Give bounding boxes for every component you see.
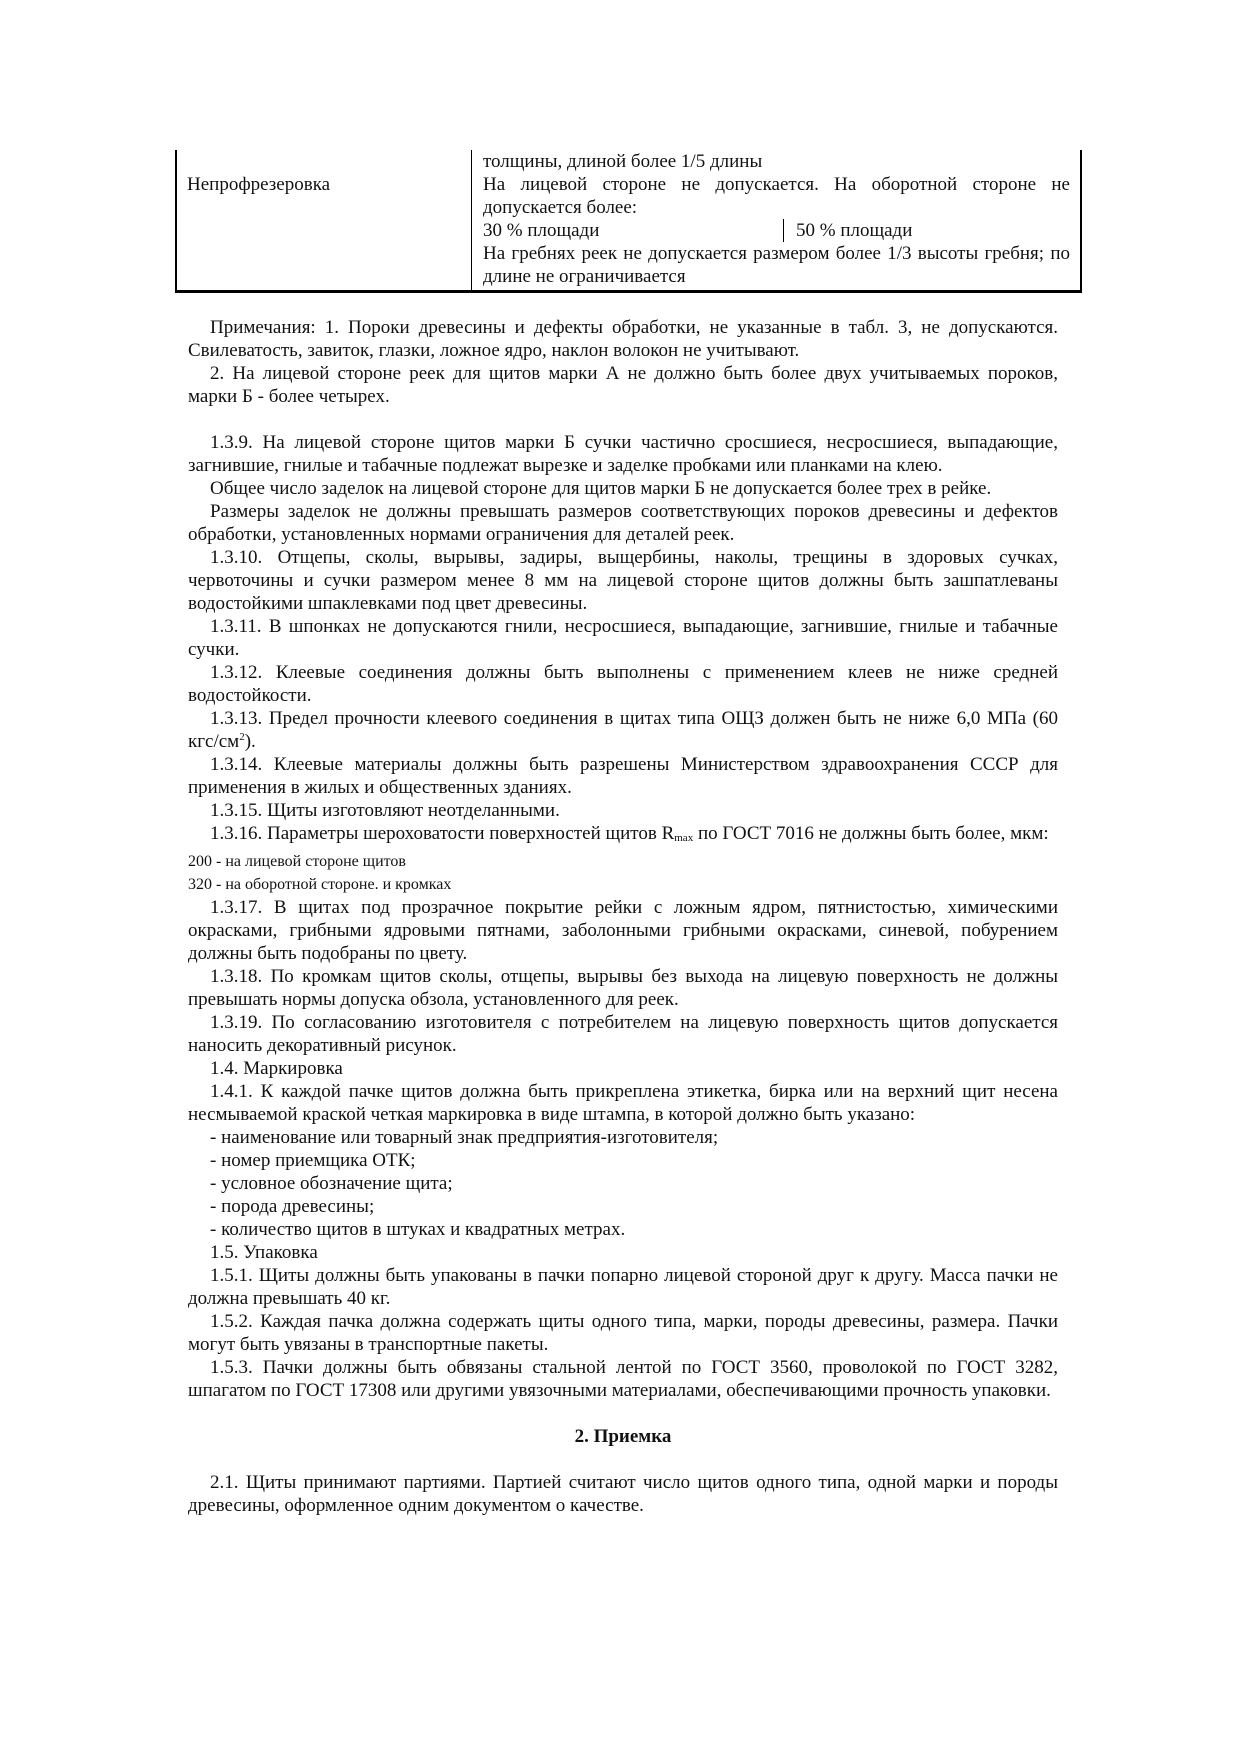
subscript: max [674, 832, 694, 844]
paragraph: 1.3.9. На лицевой стороне щитов марки Б сучки частично сросшиеся, несросшиеся, выпадающие, загнившие, гнилые и табачные подлежат вырезке и заделке пробками или планками на клею. [188, 432, 1058, 476]
grade-a-value: 30 % площади [483, 219, 784, 242]
row-label: Непрофрезеровка [187, 174, 331, 195]
paragraph: 1.3.19. По согласованию изготовителя с потребителем на лицевую поверхность щитов допускается наносить декоративный рисунок. [188, 1012, 1058, 1056]
grade-split [483, 219, 1070, 242]
paragraph: 2.1. Щиты принимают партиями. Партией считают число щитов одного типа, одной марки и породы древесины, оформленное одним документом о качестве. [188, 1472, 1058, 1516]
list-item: - количество щитов в штуках и квадратных метрах. [210, 1219, 626, 1240]
list-line: 320 - на оборотной стороне. и кромках [188, 876, 452, 893]
paragraph: 1.3.15. Щиты изготовляют неотделанными. [210, 800, 560, 821]
paragraph: 1.3.12. Клеевые соединения должны быть выполнены с применением клеев не ниже средней водостойкости. [188, 662, 1058, 706]
paragraph: 1.3.10. Отщепы, сколы, вырывы, задиры, выщербины, наколы, трещины в здоровых сучках, червоточины и сучки размером менее 8 мм на лицевой стороне щитов должны быть зашпатлеваны водостойкими шпаклевками под цвет древесины. [188, 547, 1058, 614]
paragraph: Размеры заделок не должны превышать размеров соответствующих пороков древесины и дефектов обработки, установленных нормами ограничения для деталей реек. [188, 501, 1058, 545]
table-line: На гребнях реек не допускается размером более 1/3 высоты гребня; по длине не ограничивается [483, 243, 1070, 287]
paragraph: 1.5.1. Щиты должны быть упакованы в пачки попарно лицевой стороной друг к другу. Масса пачки не должна превышать 40 кг. [188, 1265, 1058, 1309]
column-divider [471, 150, 472, 290]
paragraph: 1.5.3. Пачки должны быть обвязаны стальной лентой по ГОСТ 3560, проволокой по ГОСТ 3282, шпагатом по ГОСТ 17308 или другими увязочными материалами, обеспечивающими прочность упаковки. [188, 1357, 1058, 1401]
text: 1.3.16. Параметры шероховатости поверхностей щитов R [210, 823, 675, 844]
text: ). [244, 731, 256, 752]
paragraph: 2. На лицевой стороне реек для щитов марки А не должно быть более двух учитываемых пороков, марки Б - более четырех. [188, 363, 1058, 407]
list-item: - порода древесины; [210, 1196, 375, 1217]
paragraph [188, 707, 1058, 753]
section-heading: 1.5. Упаковка [210, 1242, 318, 1263]
grade-b-value: 50 % площади [796, 220, 913, 241]
paragraph [188, 822, 1058, 850]
list-item: - условное обозначение щита; [210, 1173, 453, 1194]
section-title: 2. Приемка [574, 1426, 672, 1447]
paragraph: Примечания: 1. Пороки древесины и дефекты обработки, не указанные в табл. 3, не допускаются. Свилеватость, завиток, глазки, ложное ядро, наклон волокон не учитывают. [188, 317, 1058, 361]
paragraph: Общее число заделок на лицевой стороне для щитов марки Б не допускается более трех в рейке. [210, 478, 992, 499]
paragraph: 1.4.1. К каждой пачке щитов должна быть прикреплена этикетка, бирка или на верхний щит несена несмываемой краской четкая маркировка в виде штампа, в которой должно быть указано: [188, 1081, 1058, 1125]
table-line: толщины, длиной более 1/5 длины [483, 151, 763, 172]
paragraph: 1.3.17. В щитах под прозрачное покрытие рейки с ложным ядром, пятнистостью, химическими окрасками, грибными ядровыми пятнами, заболонными грибными окрасками, синевой, побурением должны быть подобраны по цвету. [188, 897, 1058, 964]
section-heading: 1.4. Маркировка [210, 1058, 343, 1079]
paragraph: 1.3.18. По кромкам щитов сколы, отщепы, вырывы без выхода на лицевую поверхность не должны превышать нормы допуска обзола, установленного для реек. [188, 966, 1058, 1010]
defects-table [175, 150, 1082, 293]
paragraph: 1.3.14. Клеевые материалы должны быть разрешены Министерством здравоохранения СССР для применения в жилых и общественных зданиях. [188, 754, 1058, 798]
paragraph: 1.5.2. Каждая пачка должна содержать щиты одного типа, марки, породы древесины, размера. Пачки могут быть увязаны в транспортные пакеты. [188, 1311, 1058, 1355]
list-line: 200 - на лицевой стороне щитов [188, 853, 406, 870]
superscript: 2 [239, 731, 245, 743]
paragraph: 1.3.11. В шпонках не допускаются гнили, несросшиеся, выпадающие, загнившие, гнилые и табачные сучки. [188, 616, 1058, 660]
document-body [188, 316, 1058, 1517]
list-item: - наименование или товарный знак предприятия-изготовителя; [210, 1127, 719, 1148]
list-item: - номер приемщика ОТК; [210, 1150, 416, 1171]
table-line: На лицевой стороне не допускается. На оборотной стороне не допускается более: [483, 174, 1070, 218]
text: по ГОСТ 7016 не должны быть более, мкм: [693, 823, 1049, 844]
row-description [483, 150, 1070, 288]
text: 1.3.13. Предел прочности клеевого соединения в щитах типа ОЩЗ должен быть не ниже 6,0 МПа (60 кгс/см [188, 708, 1058, 752]
